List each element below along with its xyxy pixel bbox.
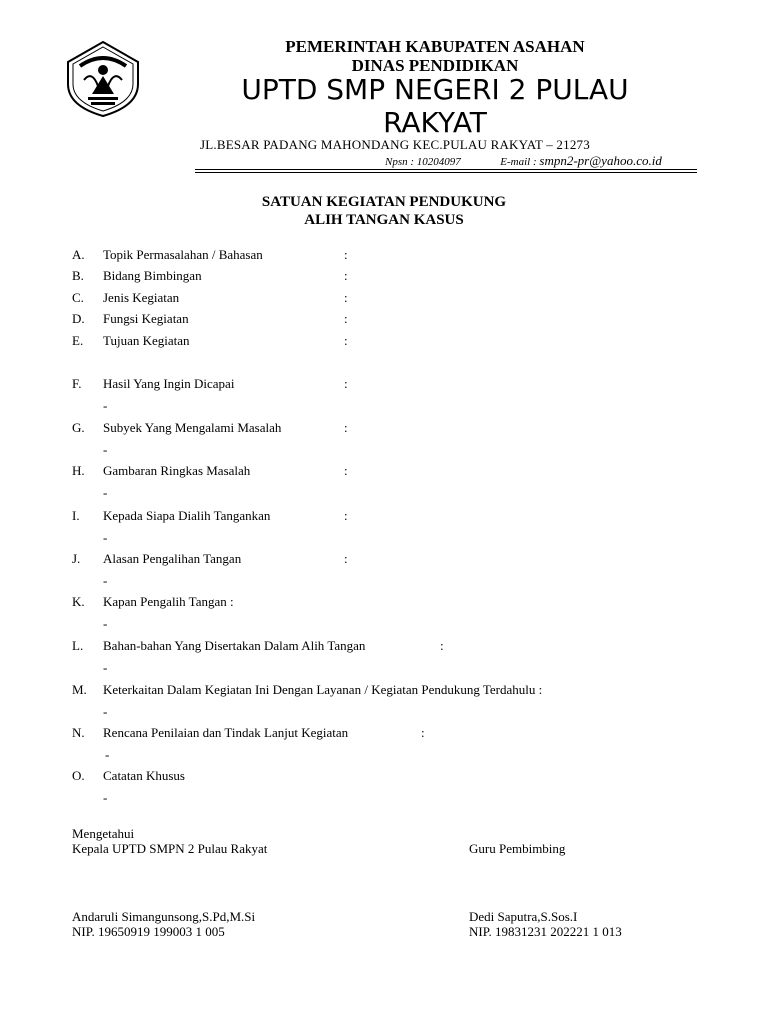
item-answer-dash: - <box>103 398 108 413</box>
item-letter: I. <box>72 508 80 523</box>
item-answer-dash: - <box>103 442 108 457</box>
principal-title: Kepala UPTD SMPN 2 Pulau Rakyat <box>72 841 268 856</box>
header-school-name <box>170 73 700 139</box>
acknowledge-label: Mengetahui <box>72 826 135 841</box>
item-answer-dash: - <box>103 616 108 631</box>
item-letter: E. <box>72 333 84 348</box>
header-address: JL.BESAR PADANG MAHONDANG KEC.PULAU RAKYAT – 21273 <box>200 137 590 152</box>
item-letter: N. <box>72 725 85 740</box>
school-name-line1: UPTD SMP NEGERI 2 PULAU <box>241 73 629 106</box>
item-letter: A. <box>72 247 85 262</box>
item-answer-dash: - <box>103 790 108 805</box>
item-colon: : <box>344 311 348 326</box>
item-colon: : <box>344 463 348 478</box>
item-letter: D. <box>72 311 85 326</box>
counselor-name: Dedi Saputra,S.Sos.I <box>469 909 578 924</box>
item-label: Fungsi Kegiatan <box>103 311 189 326</box>
item-label: Keterkaitan Dalam Kegiatan Ini Dengan Layanan / Kegiatan Pendukung Terdahulu : <box>103 682 543 697</box>
counselor-title: Guru Pembimbing <box>469 841 566 856</box>
item-colon: : <box>440 638 444 653</box>
item-label: Kepada Siapa Dialih Tangankan <box>103 508 271 523</box>
counselor-nip: NIP. 19831231 202221 1 013 <box>469 924 622 939</box>
item-letter: L. <box>72 638 84 653</box>
item-label: Bidang Bimbingan <box>103 268 202 283</box>
header-rule-bottom <box>195 172 697 173</box>
item-letter: J. <box>72 551 81 566</box>
item-colon: : <box>344 420 348 435</box>
principal-nip: NIP. 19650919 199003 1 005 <box>72 924 225 939</box>
email-label: E-mail : <box>500 156 537 168</box>
item-answer-dash: - <box>103 660 108 675</box>
npsn-text: Npsn : 10204097 <box>385 156 461 168</box>
item-letter: H. <box>72 463 85 478</box>
item-answer-dash: - <box>103 530 108 545</box>
item-colon: : <box>344 333 348 348</box>
item-answer-dash: - <box>103 704 108 719</box>
item-label: Subyek Yang Mengalami Masalah <box>103 420 282 435</box>
item-colon: : <box>344 290 348 305</box>
document-subtitle: ALIH TANGAN KASUS <box>304 212 464 228</box>
item-colon: : <box>344 551 348 566</box>
item-label: Jenis Kegiatan <box>103 290 180 305</box>
item-letter: F. <box>72 376 82 391</box>
item-label: Catatan Khusus <box>103 768 185 783</box>
header-contact <box>385 153 662 169</box>
item-label: Bahan-bahan Yang Disertakan Dalam Alih Tangan <box>103 638 366 653</box>
document-title: SATUAN KEGIATAN PENDUKUNG <box>261 194 507 210</box>
school-name-line2: RAKYAT <box>383 106 487 139</box>
item-label: Hasil Yang Ingin Dicapai <box>103 376 235 391</box>
tut-wuri-handayani-logo <box>64 40 142 118</box>
email-address: smpn2-pr@yahoo.co.id <box>539 153 662 168</box>
item-letter: M. <box>72 682 87 697</box>
item-colon: : <box>344 508 348 523</box>
item-answer-dash: - <box>103 573 108 588</box>
item-colon: : <box>344 376 348 391</box>
item-letter: G. <box>72 420 85 435</box>
item-letter: K. <box>72 594 85 609</box>
item-label: Rencana Penilaian dan Tindak Lanjut Kegiatan <box>103 725 349 740</box>
item-answer-dash: - <box>105 747 110 762</box>
item-letter: B. <box>72 268 84 283</box>
header-rule-top <box>195 169 697 170</box>
item-colon: : <box>344 268 348 283</box>
item-letter: C. <box>72 290 84 305</box>
item-answer-dash: - <box>103 485 108 500</box>
principal-name: Andaruli Simangunsong,S.Pd,M.Si <box>72 909 256 924</box>
item-label: Kapan Pengalih Tangan : <box>103 594 234 609</box>
item-label: Tujuan Kegiatan <box>103 333 190 348</box>
item-colon: : <box>344 247 348 262</box>
header-government: PEMERINTAH KABUPATEN ASAHAN <box>285 37 585 56</box>
header-department: DINAS PENDIDIKAN <box>351 56 519 75</box>
item-label: Gambaran Ringkas Masalah <box>103 463 251 478</box>
item-label: Topik Permasalahan / Bahasan <box>103 247 263 262</box>
item-colon: : <box>421 725 425 740</box>
item-label: Alasan Pengalihan Tangan <box>103 551 242 566</box>
item-letter: O. <box>72 768 85 783</box>
